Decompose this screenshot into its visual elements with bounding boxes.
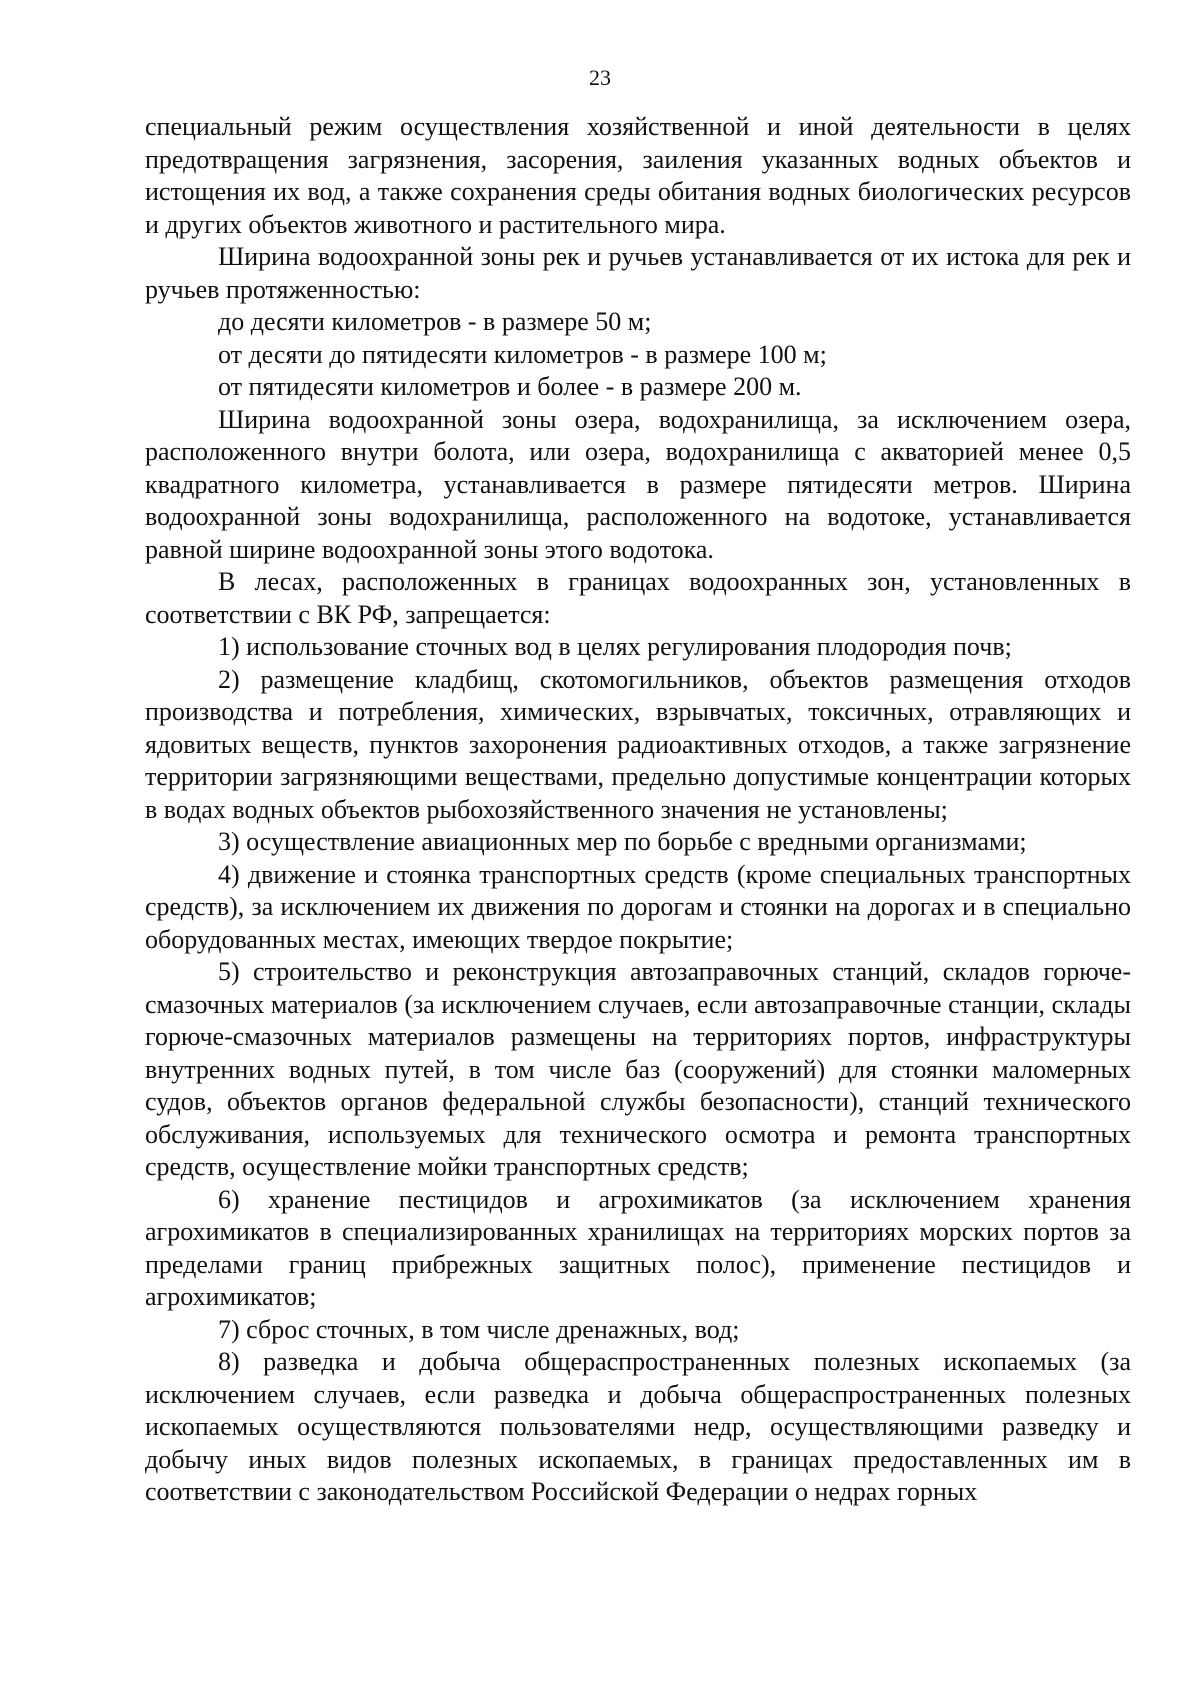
paragraph-lake-width: Ширина водоохранной зоны озера, водохранилища, за исключением озера, расположенного внутри болота, или озера, водохранилища с акваторией менее 0,5 квадратного километра, устанавливается в размере пятидесяти метров. Ширина водоохранной зоны водохранилища, расположенного на водотоке, устанавливается равной ширине водоохранной зоны этого водотока. (145, 404, 1131, 564)
list-item-7: 7) сброс сточных, в том числе дренажных, вод; (218, 1314, 740, 1344)
paragraph-width-50km: от десяти до пятидесяти километров - в размере 100 м; (218, 339, 827, 369)
list-item-2: 2) размещение кладбищ, скотомогильников, объектов размещения отходов производства и потребления, химических, взрывчатых, токсичных, отравляющих и ядовитых веществ, пунктов захоронения радиоактивных отходов, а также загрязнение территории загрязняющими веществами, предельно допустимые концентрации которых в водах водных объектов рыбохозяйственного значения не установлены; (145, 664, 1131, 824)
list-item-6: 6) хранение пестицидов и агрохимикатов (за исключением хранения агрохимикатов в специализированных хранилищах на территориях морских портов за пределами границ прибрежных защитных полос), применение пестицидов и агрохимикатов; (145, 1184, 1131, 1311)
list-item-5: 5) строительство и реконструкция автозаправочных станций, складов горюче-смазочных материалов (за исключением случаев, если автозаправочные станции, склады горюче-смазочных материалов размещены на территориях портов, инфраструктуры внутренних водных путей, в том числе баз (сооружений) для стоянки маломерных судов, объектов органов федеральной службы безопасности), станций технического обслуживания, используемых для технического осмотра и ремонта транспортных средств, осуществление мойки транспортных средств; (145, 957, 1131, 1181)
paragraph-river-width: Ширина водоохранной зоны рек и ручьев устанавливается от их истока для рек и ручьев протяженностью: (145, 242, 1131, 304)
paragraph-width-10km: до десяти километров - в размере 50 м; (218, 307, 652, 336)
paragraph-continuation: специальный режим осуществления хозяйственной и иной деятельности в целях предотвращения загрязнения, засорения, заиления указанных водных объектов и истощения их вод, а также сохранения среды обитания водных биологических ресурсов и других объектов животного и растительного мира. (145, 112, 1131, 239)
document-body (145, 111, 1131, 1509)
list-item-4: 4) движение и стоянка транспортных средств (кроме специальных транспортных средств), за исключением их движения по дорогам и стоянки на дорогах и в специально оборудованных местах, имеющих твердое покрытие; (145, 859, 1131, 954)
paragraph-forest-prohibitions: В лесах, расположенных в границах водоохранных зон, установленных в соответствии с ВК РФ, запрещается: (145, 567, 1131, 629)
list-item-8: 8) разведка и добыча общераспространенных полезных ископаемых (за исключением случаев, если разведка и добыча общераспространенных полезных ископаемых осуществляются пользователями недр, осуществляющими разведку и добычу иных видов полезных ископаемых, в границах предоставленных им в соответствии с законодательством Российской Федерации о недрах горных (145, 1347, 1131, 1506)
list-item-1: 1) использование сточных вод в целях регулирования плодородия почв; (218, 632, 1012, 661)
list-item-3: 3) осуществление авиационных мер по борьбе с вредными организмами; (218, 827, 1027, 856)
paragraph-width-over-50km: от пятидесяти километров и более - в размере 200 м. (218, 372, 802, 401)
page-number: 23 (589, 65, 611, 90)
